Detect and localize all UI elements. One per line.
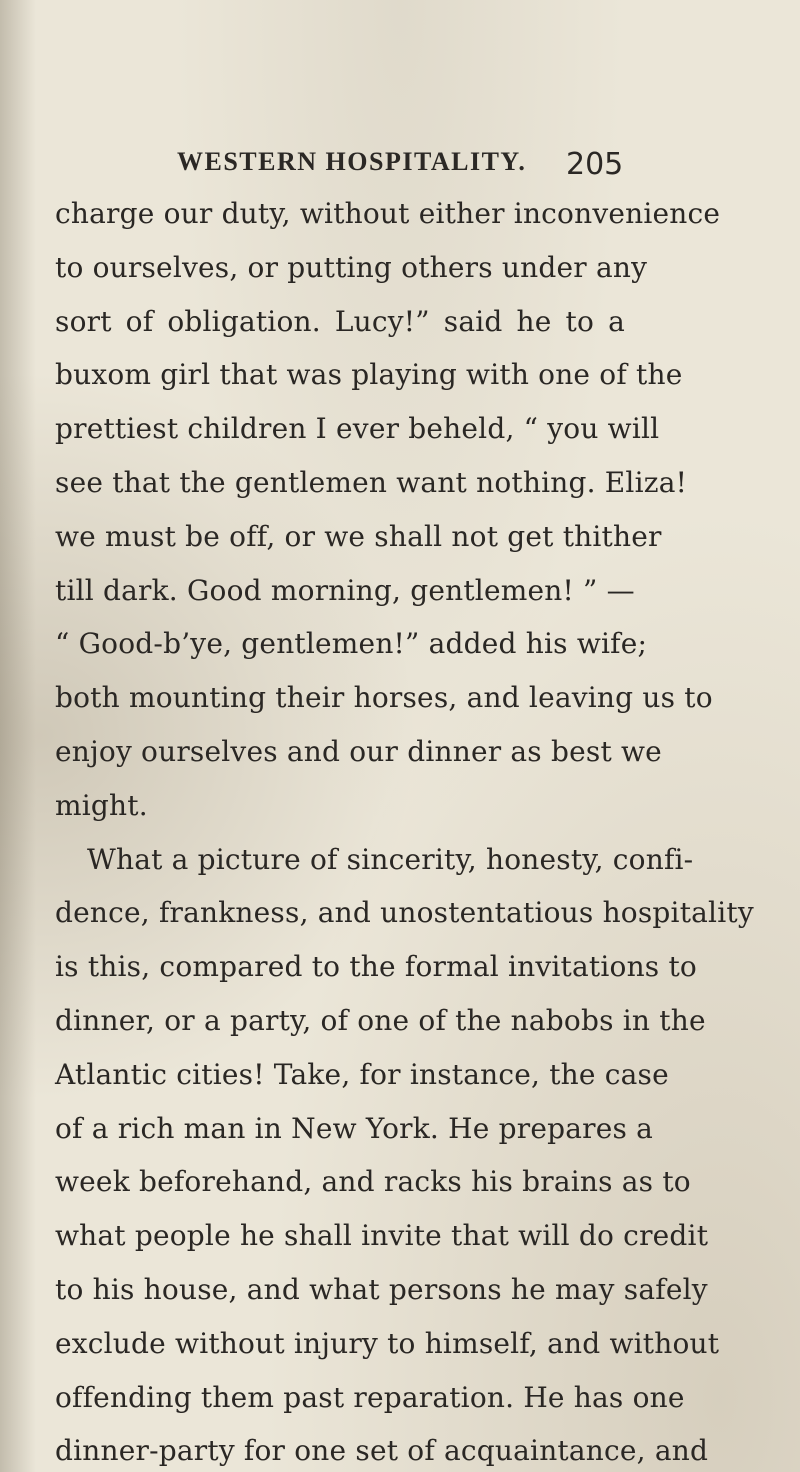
- text-line: see that the gentlemen want nothing. Eliza!: [55, 465, 688, 499]
- text-line: offending them past reparation. He has one: [55, 1380, 685, 1414]
- text-line: dence, frankness, and unostentatious hospitality: [55, 896, 754, 930]
- text-line: dinner-party for one set of acquaintance, and: [55, 1434, 709, 1468]
- paragraph-start-line: What a picture of sincerity, honesty, confi-: [87, 842, 694, 876]
- text-line: enjoy ourselves and our dinner as best we: [55, 734, 662, 768]
- text-line: is this, compared to the formal invitations to: [55, 950, 697, 984]
- text-line: exclude without injury to himself, and without: [55, 1326, 720, 1360]
- text-line: sort of obligation. Lucy!” said he to a: [55, 304, 625, 338]
- text-line: of a rich man in New York. He prepares a: [55, 1111, 654, 1145]
- page-number: 205: [566, 147, 624, 182]
- paragraph-end-line: might.: [55, 788, 148, 822]
- text-line: charge our duty, without either inconvenience: [55, 197, 721, 230]
- text-line: prettiest children I ever beheld, “ you will: [55, 412, 660, 446]
- page-header: [0, 147, 800, 187]
- text-line: what people he shall invite that will do credit: [55, 1219, 709, 1253]
- text-line: “ Good-b’ye, gentlemen!” added his wife;: [55, 627, 648, 661]
- text-line: till dark. Good morning, gentlemen! ” —: [55, 573, 635, 607]
- text-line: we must be off, or we shall not get thither: [55, 519, 662, 553]
- running-head: WESTERN HOSPITALITY.: [177, 147, 527, 176]
- text-line: buxom girl that was playing with one of the: [55, 358, 683, 392]
- text-line: week beforehand, and racks his brains as to: [55, 1165, 691, 1199]
- body-text: [55, 187, 754, 1472]
- text-line: to ourselves, or putting others under any: [55, 250, 648, 284]
- text-line: to his house, and what persons he may safely: [55, 1272, 708, 1306]
- page-binding-shadow: [0, 0, 36, 1472]
- text-line: dinner, or a party, of one of the nabobs in the: [55, 1003, 706, 1037]
- text-line: Atlantic cities! Take, for instance, the case: [55, 1057, 669, 1091]
- text-line: both mounting their horses, and leaving us to: [55, 681, 713, 715]
